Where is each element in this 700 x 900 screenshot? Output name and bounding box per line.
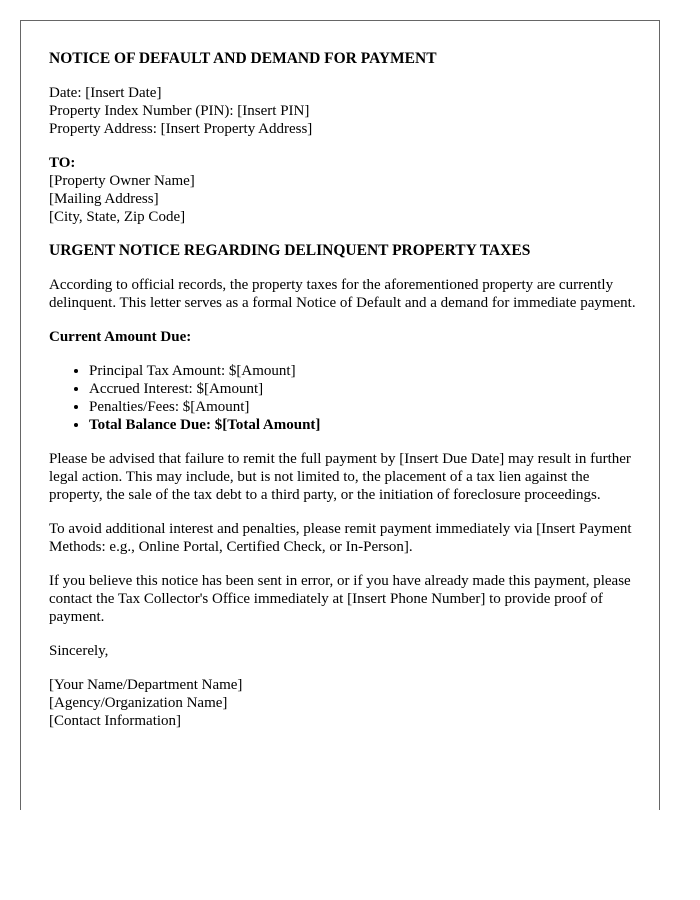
accrued-interest-item: • Accrued Interest: $[Amount] — [89, 380, 639, 398]
notice-header-details — [49, 84, 639, 138]
recipient-name-line: [Property Owner Name] — [49, 173, 195, 189]
signature-name-line: [Your Name/Department Name] — [49, 677, 243, 693]
error-contact-paragraph: If you believe this notice has been sent in error, or if you have already made this payment, please contact the Tax Collector's Office immediately at [Insert Phone Number] to provide proof of payment. — [49, 573, 631, 625]
pin-line: Property Index Number (PIN): [Insert PIN] — [49, 103, 310, 119]
closing-salutation: Sincerely, — [49, 643, 109, 659]
intro-paragraph: According to official records, the property taxes for the aforementioned property are currently delinquent. This letter serves as a formal Notice of Default and a demand for immediate payment. — [49, 277, 636, 311]
payment-methods-paragraph: To avoid additional interest and penalties, please remit payment immediately via [Insert Payment Methods: e.g., Online Portal, Certified Check, or In-Person]. — [49, 521, 632, 555]
amount-due-heading: Current Amount Due: — [49, 329, 192, 345]
amount-due-list — [49, 362, 639, 434]
signature-block — [49, 676, 639, 730]
date-line: Date: [Insert Date] — [49, 85, 162, 101]
to-label: TO: — [49, 155, 76, 171]
recipient-block — [49, 154, 639, 226]
notice-title: NOTICE OF DEFAULT AND DEMAND FOR PAYMENT — [49, 50, 437, 67]
signature-contact-line: [Contact Information] — [49, 713, 182, 729]
total-balance-item: • Total Balance Due: $[Total Amount] — [89, 416, 639, 434]
signature-agency-line: [Agency/Organization Name] — [49, 695, 228, 711]
recipient-mailing-address-line: [Mailing Address] — [49, 191, 159, 207]
principal-tax-item: • Principal Tax Amount: $[Amount] — [89, 362, 639, 380]
letter-body — [49, 50, 639, 746]
urgent-notice-heading: URGENT NOTICE REGARDING DELINQUENT PROPERTY TAXES — [49, 242, 531, 259]
recipient-city-state-zip-line: [City, State, Zip Code] — [49, 209, 186, 225]
legal-action-paragraph: Please be advised that failure to remit the full payment by [Insert Due Date] may result in further legal action. This may include, but is not limited to, the placement of a tax lien against the property, the sale of the tax debt to a third party, or the initiation of foreclosure proceedings. — [49, 451, 631, 503]
penalties-fees-item: • Penalties/Fees: $[Amount] — [89, 398, 639, 416]
property-address-line: Property Address: [Insert Property Address] — [49, 121, 313, 137]
document-page — [20, 20, 660, 810]
